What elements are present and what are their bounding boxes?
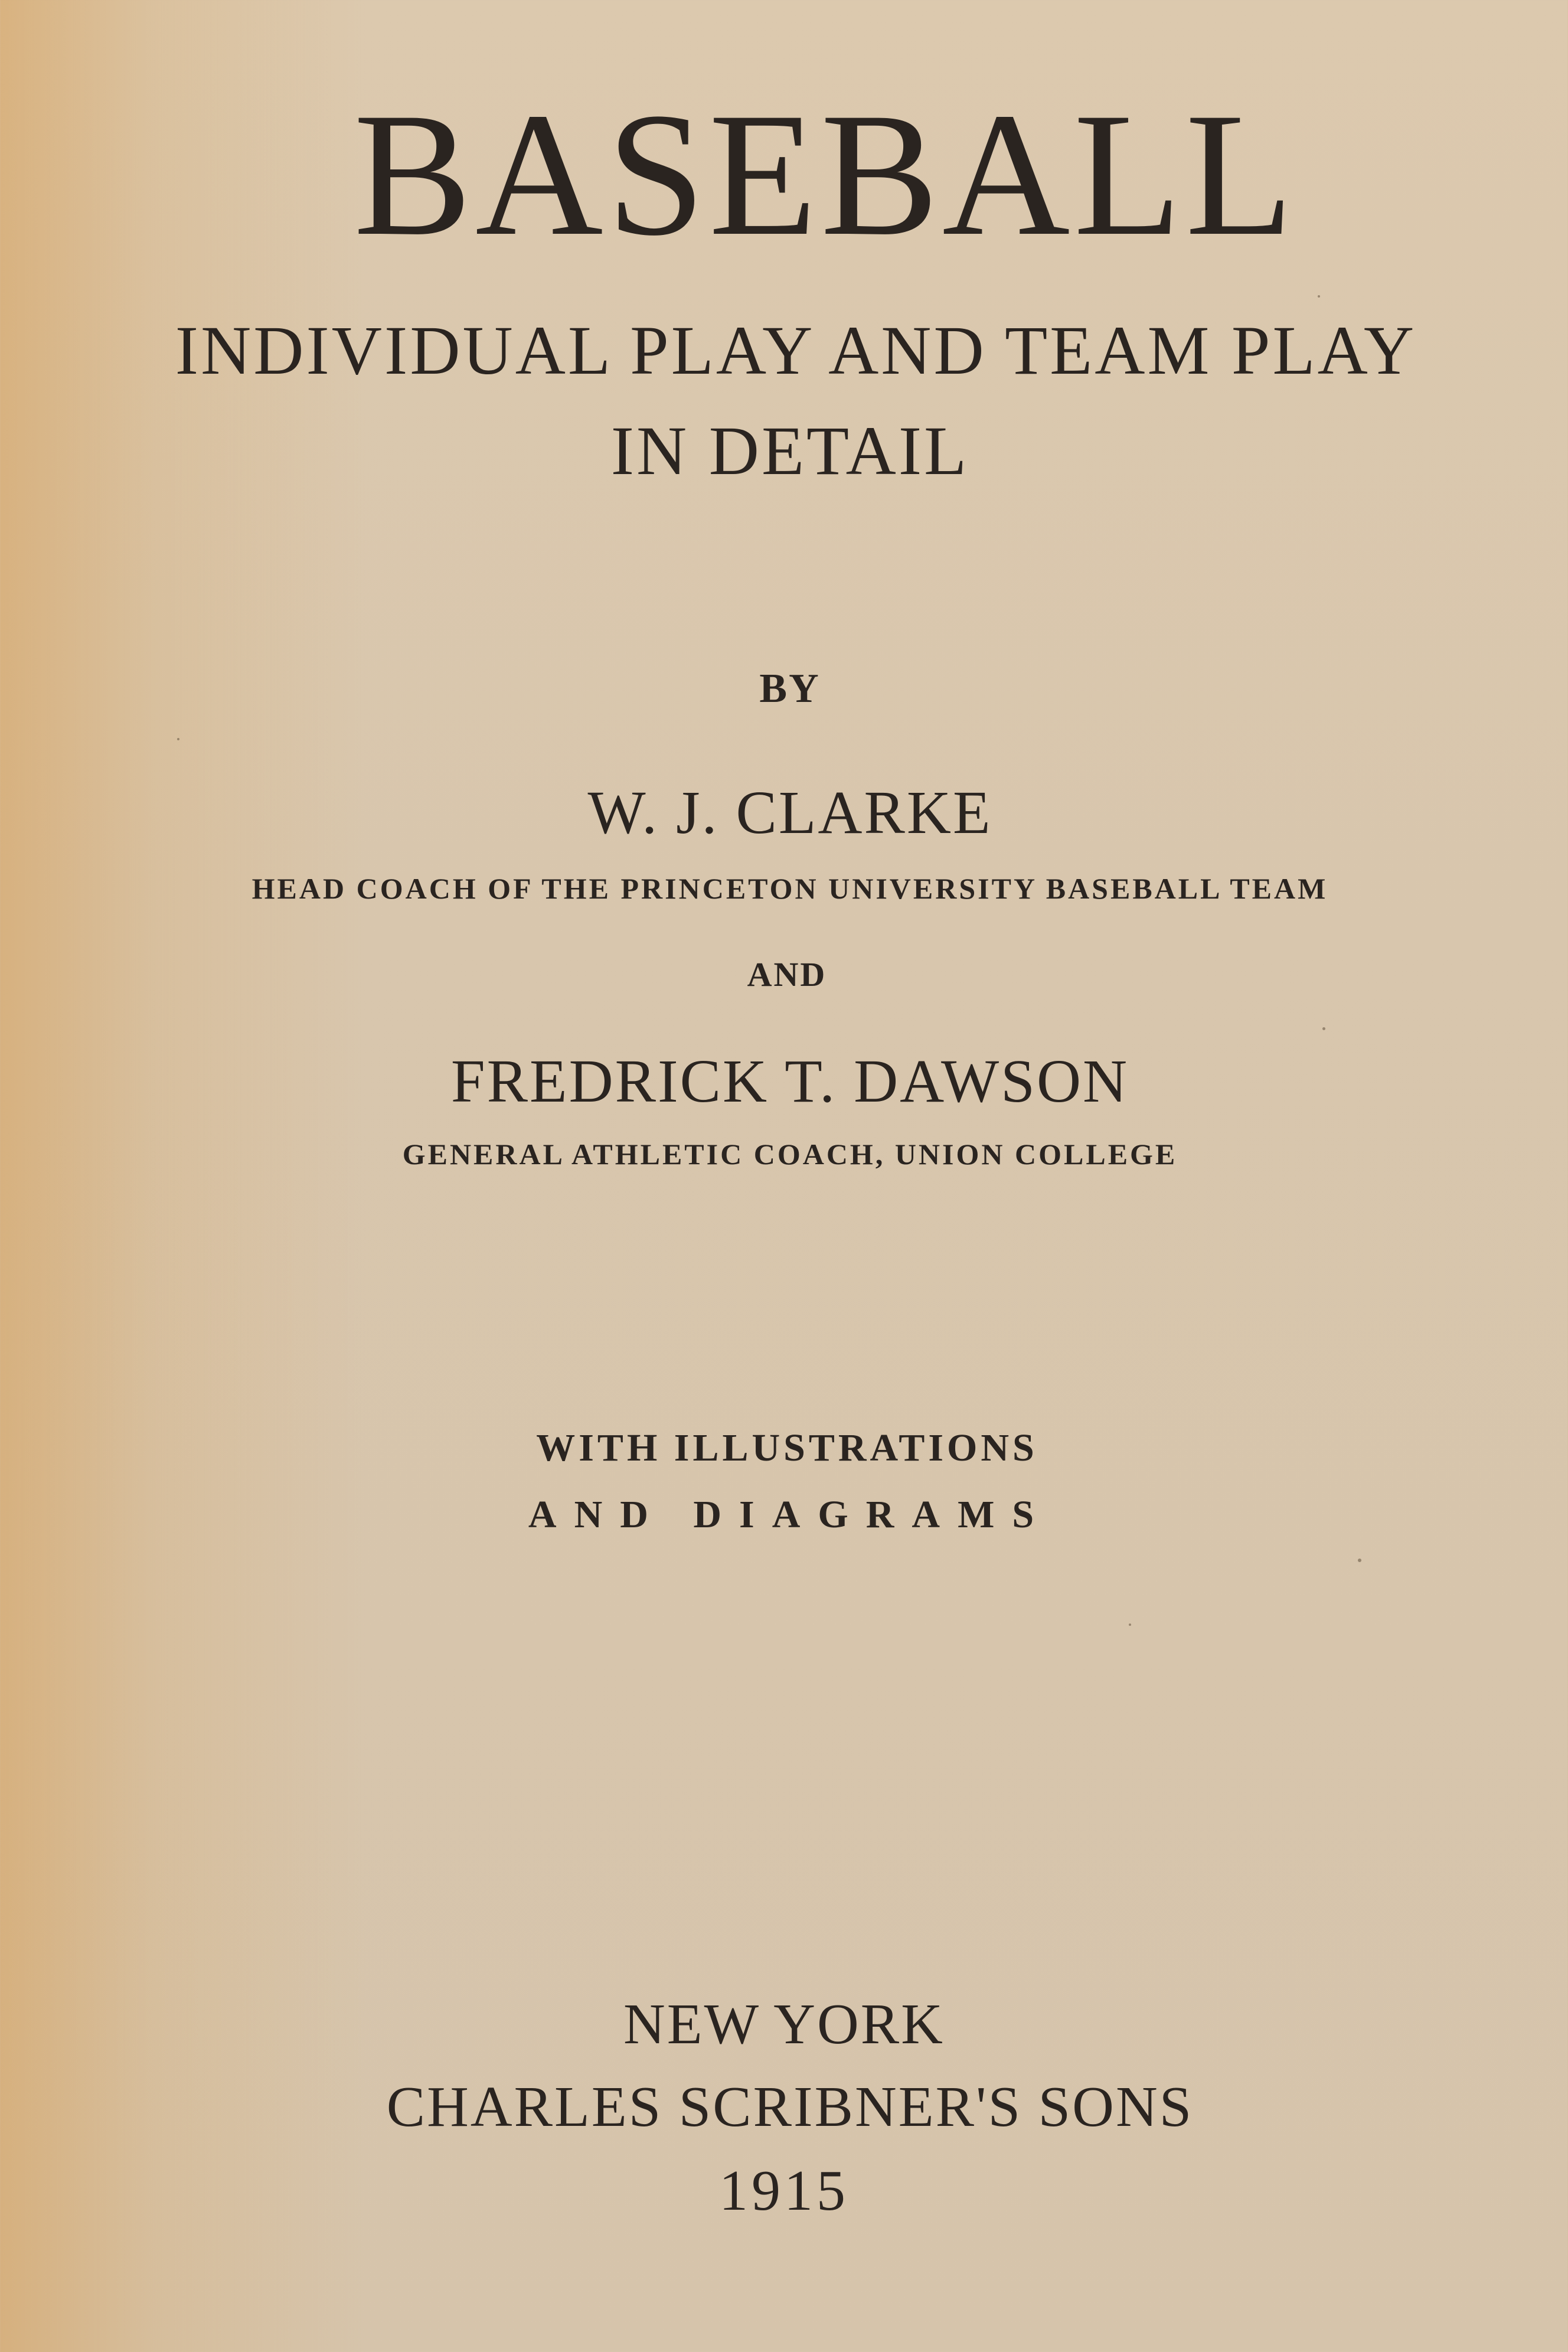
illustrations-line-2: AND DIAGRAMS (528, 1493, 1052, 1536)
subtitle-line-1: INDIVIDUAL PLAY AND TEAM PLAY (175, 312, 1417, 389)
by-label: BY (759, 666, 821, 711)
paper-speck (1129, 1623, 1131, 1626)
author-credential-2: GENERAL ATHLETIC COACH, UNION COLLEGE (402, 1138, 1178, 1171)
publisher-city: NEW YORK (623, 1992, 945, 2056)
publication-year: 1915 (719, 2159, 849, 2223)
book-title: BASEBALL (353, 76, 1298, 272)
publisher-name: CHARLES SCRIBNER'S SONS (386, 2075, 1194, 2139)
paper-speck (1358, 1559, 1361, 1562)
author-credential-1: HEAD COACH OF THE PRINCETON UNIVERSITY BASEBALL TEAM (251, 872, 1328, 905)
illustrations-line-1: WITH ILLUSTRATIONS (536, 1426, 1038, 1469)
author-name-1: W. J. CLARKE (587, 779, 992, 847)
author-name-2: FREDRICK T. DAWSON (450, 1047, 1129, 1115)
paper-speck (1318, 295, 1320, 298)
paper-speck (177, 738, 179, 740)
paper-speck (1322, 1027, 1325, 1030)
and-label: AND (747, 955, 827, 994)
subtitle-line-2: IN DETAIL (610, 412, 969, 489)
